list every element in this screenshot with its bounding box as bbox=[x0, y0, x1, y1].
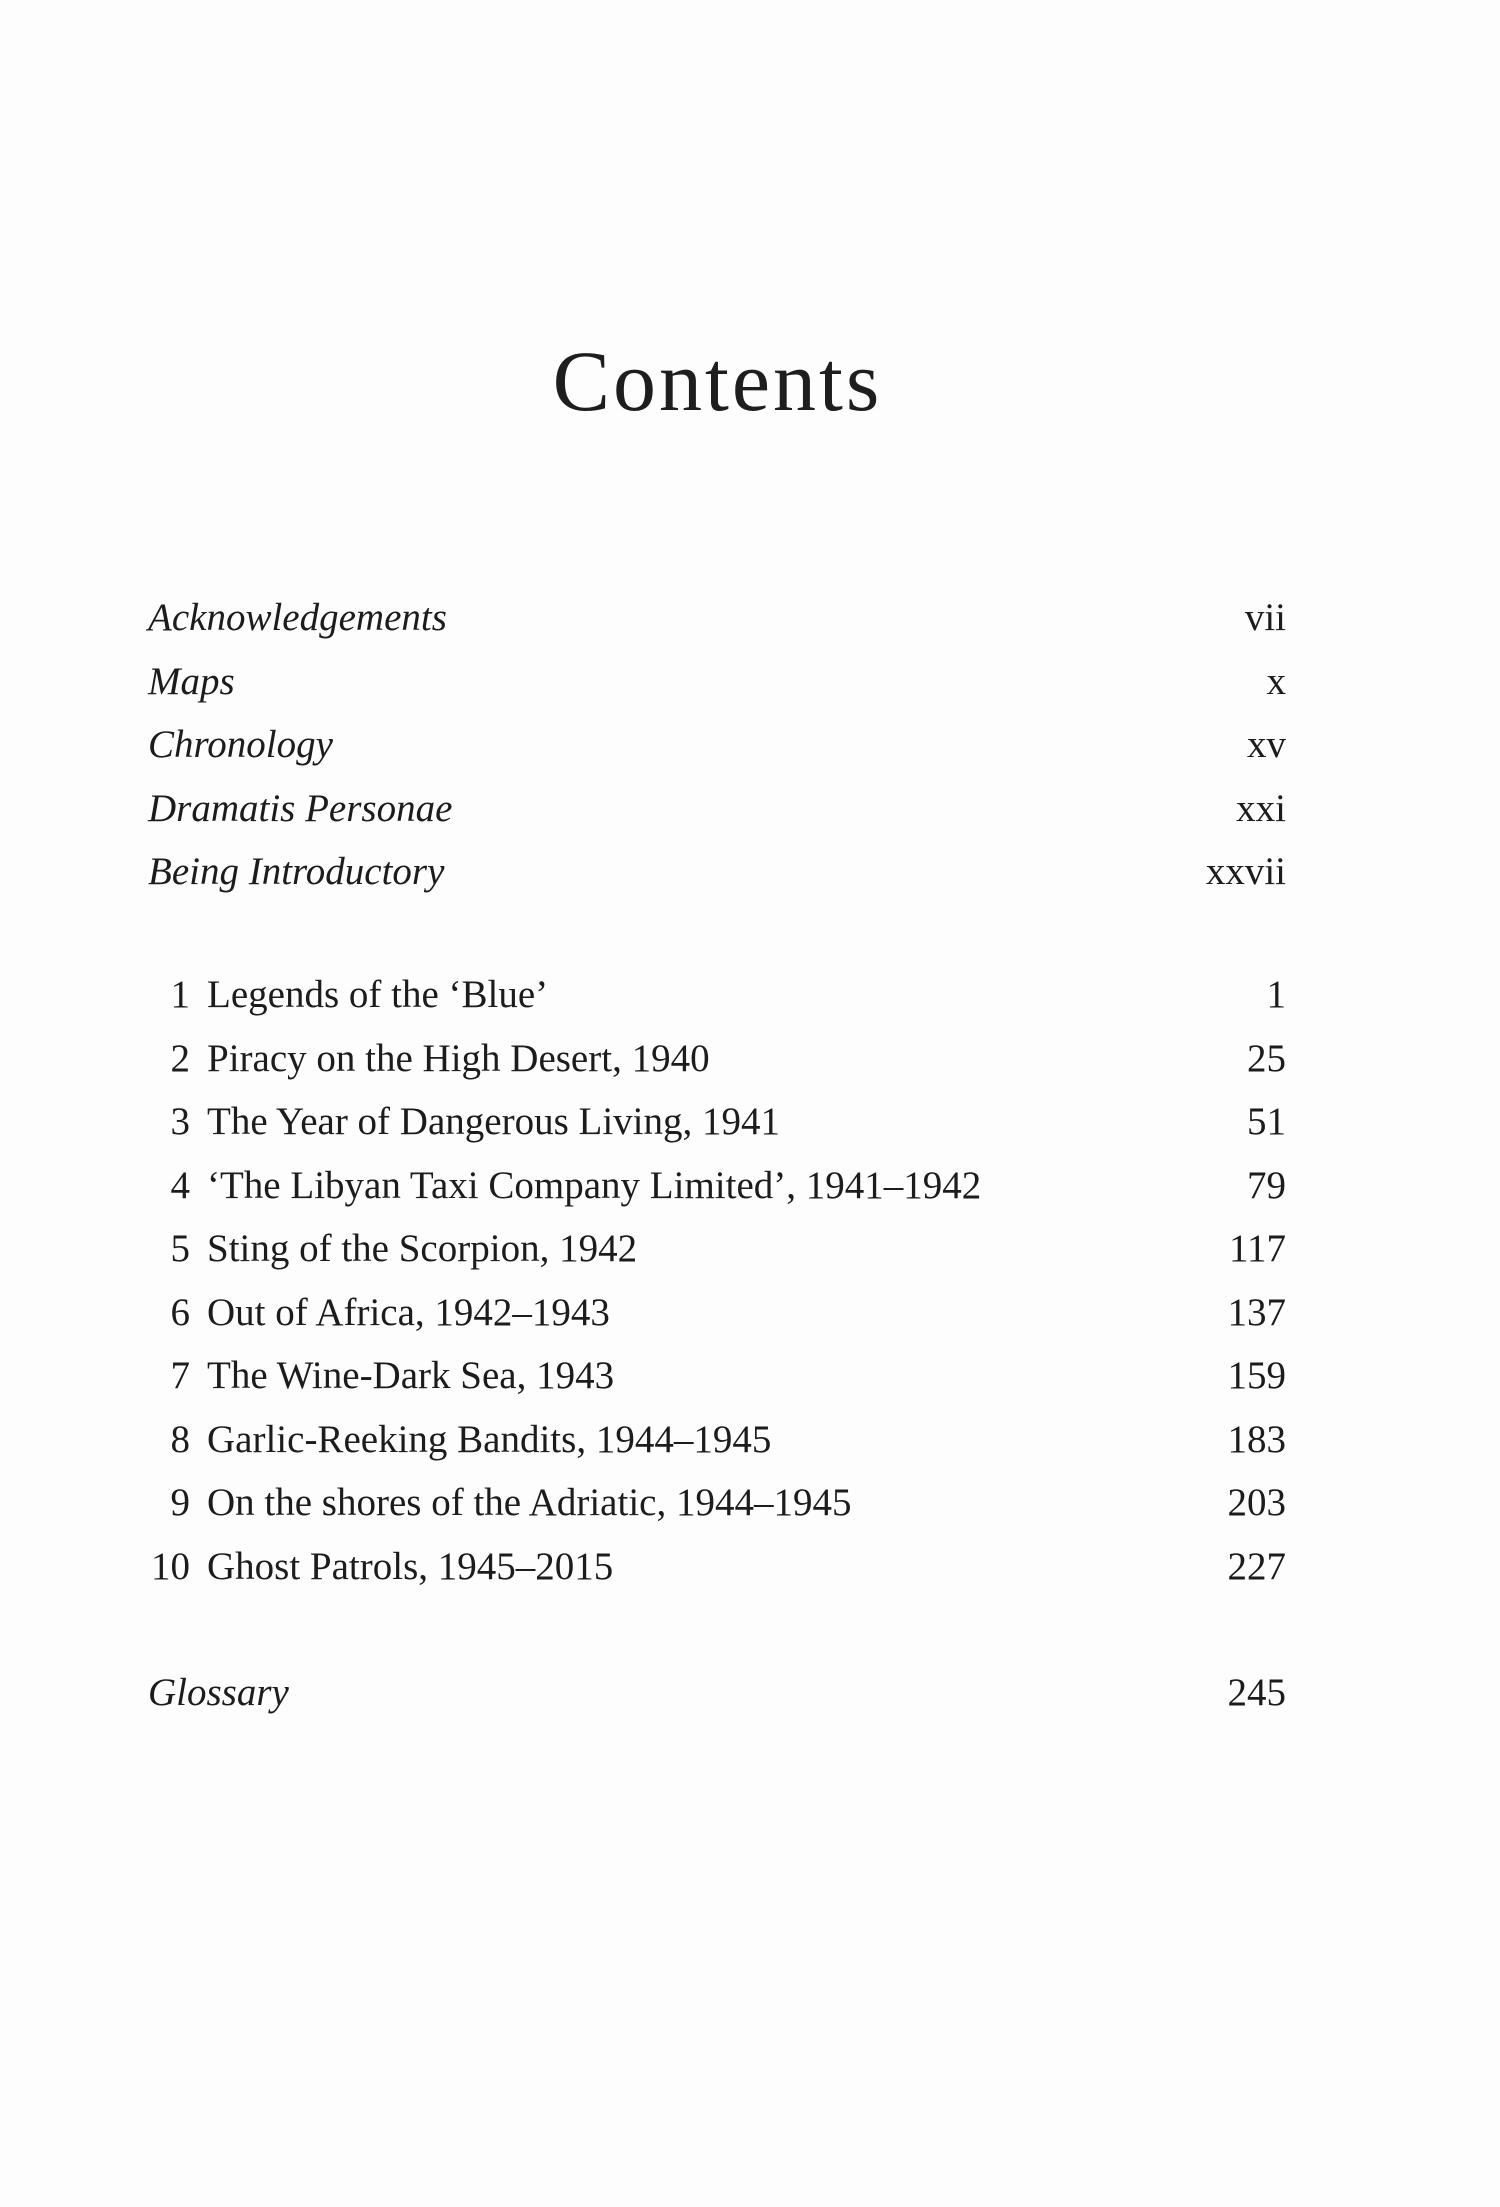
toc-entry-page: vii bbox=[1244, 596, 1286, 639]
toc-entry-page: xxi bbox=[1236, 786, 1286, 830]
chapter-number: 6 bbox=[170, 1290, 190, 1334]
chapter-number: 4 bbox=[170, 1163, 190, 1207]
chapter-entry bbox=[148, 1535, 1286, 1599]
chapter-page: 137 bbox=[1227, 1290, 1286, 1334]
toc-entry-being-introductory bbox=[148, 840, 1286, 904]
toc-entry-acknowledgements bbox=[148, 586, 1286, 650]
toc-entry-label: Chronology bbox=[148, 723, 333, 766]
chapter-page: 25 bbox=[1247, 1036, 1286, 1080]
toc-entry-glossary bbox=[148, 1661, 1286, 1725]
toc-entry-dramatis-personae bbox=[148, 777, 1286, 841]
toc-entry-label: Acknowledgements bbox=[148, 596, 447, 639]
chapter-number: 9 bbox=[170, 1481, 190, 1524]
chapter-entry bbox=[148, 1027, 1286, 1091]
chapter-title: The Year of Dangerous Living, 1941 bbox=[207, 1100, 780, 1143]
toc-entry-maps bbox=[148, 650, 1286, 714]
chapter-entry bbox=[148, 1281, 1286, 1345]
chapter-entry bbox=[148, 1344, 1286, 1408]
toc-entry-label: Dramatis Personae bbox=[148, 786, 453, 830]
toc-entry-page: xxvii bbox=[1205, 850, 1286, 893]
chapter-page: 183 bbox=[1227, 1417, 1286, 1461]
chapter-number: 10 bbox=[151, 1544, 190, 1588]
toc-entry-page: 245 bbox=[1227, 1671, 1286, 1714]
chapter-title: Out of Africa, 1942–1943 bbox=[207, 1290, 610, 1334]
chapter-entry bbox=[148, 963, 1286, 1027]
chapter-page: 117 bbox=[1228, 1227, 1286, 1270]
chapter-entry bbox=[148, 1090, 1286, 1154]
chapter-page: 51 bbox=[1247, 1100, 1286, 1143]
toc-entry-label: Maps bbox=[148, 659, 235, 703]
chapter-title: Piracy on the High Desert, 1940 bbox=[207, 1036, 710, 1080]
chapter-entry bbox=[148, 1471, 1286, 1535]
chapter-title: Legends of the ‘Blue’ bbox=[207, 973, 549, 1016]
toc-entry-chronology bbox=[148, 713, 1286, 777]
toc-entry-label: Being Introductory bbox=[148, 850, 445, 893]
chapter-page: 203 bbox=[1227, 1481, 1286, 1524]
chapter-page: 79 bbox=[1247, 1163, 1286, 1207]
chapter-number: 8 bbox=[170, 1417, 190, 1461]
back-matter-list bbox=[148, 1661, 1286, 1725]
chapter-title: The Wine-Dark Sea, 1943 bbox=[207, 1354, 615, 1397]
chapter-number: 5 bbox=[170, 1227, 190, 1270]
chapter-title: Ghost Patrols, 1945–2015 bbox=[207, 1544, 614, 1588]
toc-entry-page: x bbox=[1266, 659, 1286, 703]
chapter-page: 227 bbox=[1227, 1544, 1286, 1588]
chapter-number: 1 bbox=[170, 973, 190, 1016]
chapter-number: 2 bbox=[170, 1036, 190, 1080]
chapter-page: 159 bbox=[1227, 1354, 1286, 1397]
chapter-number: 7 bbox=[170, 1354, 190, 1397]
chapter-entry bbox=[148, 1217, 1286, 1281]
chapter-title: Garlic-Reeking Bandits, 1944–1945 bbox=[207, 1417, 772, 1461]
chapter-entry bbox=[148, 1154, 1286, 1218]
chapter-list bbox=[148, 963, 1286, 1598]
chapter-number: 3 bbox=[170, 1100, 190, 1143]
toc-entry-page: xv bbox=[1247, 723, 1286, 766]
front-matter-list bbox=[148, 586, 1286, 904]
chapter-title: ‘The Libyan Taxi Company Limited’, 1941–1942 bbox=[207, 1163, 982, 1207]
chapter-page: 1 bbox=[1266, 973, 1286, 1016]
chapter-entry bbox=[148, 1408, 1286, 1472]
chapter-title: Sting of the Scorpion, 1942 bbox=[207, 1227, 638, 1270]
page-title: Contents bbox=[552, 333, 883, 429]
toc-entry-label: Glossary bbox=[148, 1671, 289, 1714]
chapter-title: On the shores of the Adriatic, 1944–1945 bbox=[207, 1481, 852, 1524]
